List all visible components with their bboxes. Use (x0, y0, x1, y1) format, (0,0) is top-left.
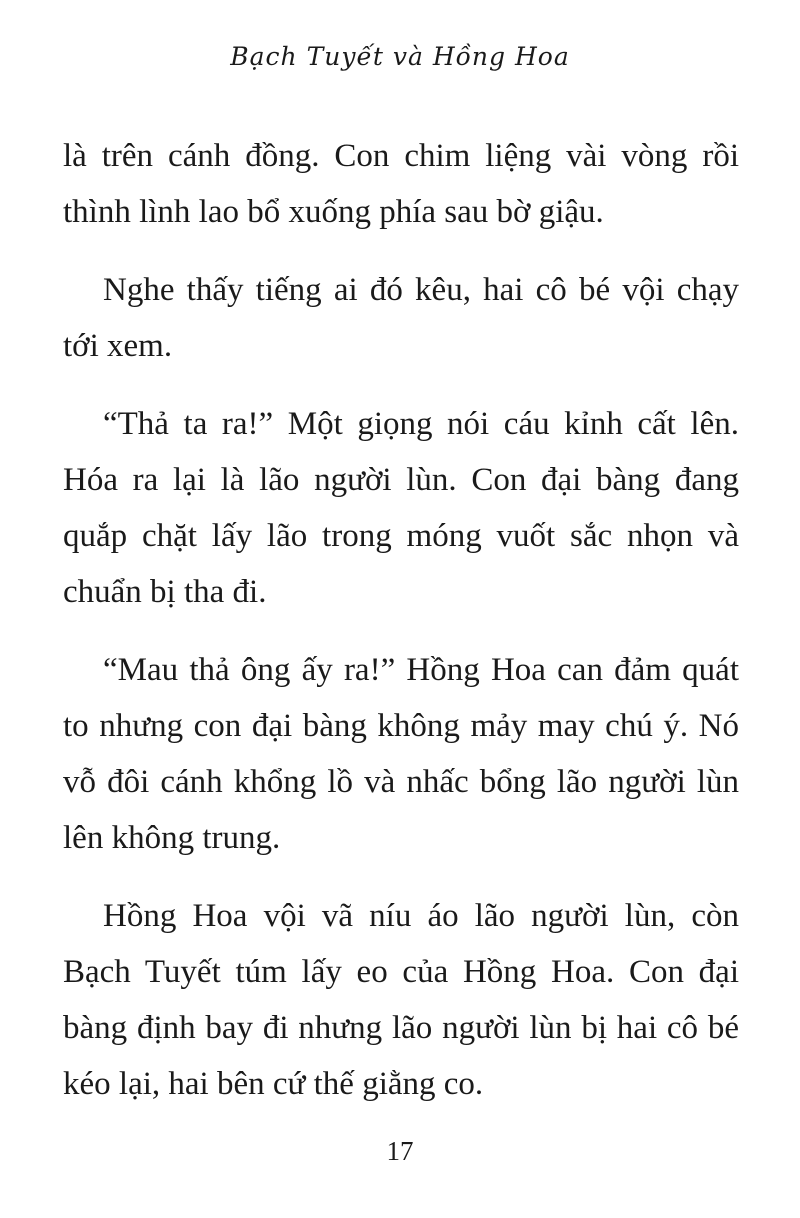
paragraph: Nghe thấy tiếng ai đó kêu, hai cô bé vội chạy tới xem. (63, 272, 739, 364)
page-number: 17 (386, 1136, 414, 1166)
page-body (63, 128, 739, 1134)
paragraph: “Thả ta ra!” Một giọng nói cáu kỉnh cất lên. Hóa ra lại là lão người lùn. Con đại bàng đang quắp chặt lấy lão trong móng vuốt sắc nhọn và chuẩn bị tha đi. (63, 406, 739, 610)
running-header-title: Bạch Tuyết và Hồng Hoa (230, 42, 570, 71)
paragraph: Hồng Hoa vội vã níu áo lão người lùn, còn Bạch Tuyết túm lấy eo của Hồng Hoa. Con đại bàng định bay đi nhưng lão người lùn bị hai cô bé kéo lại, hai bên cứ thế giằng co. (63, 898, 739, 1102)
paragraph-continuation: là trên cánh đồng. Con chim liệng vài vòng rồi thình lình lao bổ xuống phía sau bờ giậu. (63, 138, 739, 230)
paragraph: “Mau thả ông ấy ra!” Hồng Hoa can đảm quát to nhưng con đại bàng không mảy may chú ý. Nó vỗ đôi cánh khổng lồ và nhấc bổng lão người lùn lên không trung. (63, 652, 739, 856)
